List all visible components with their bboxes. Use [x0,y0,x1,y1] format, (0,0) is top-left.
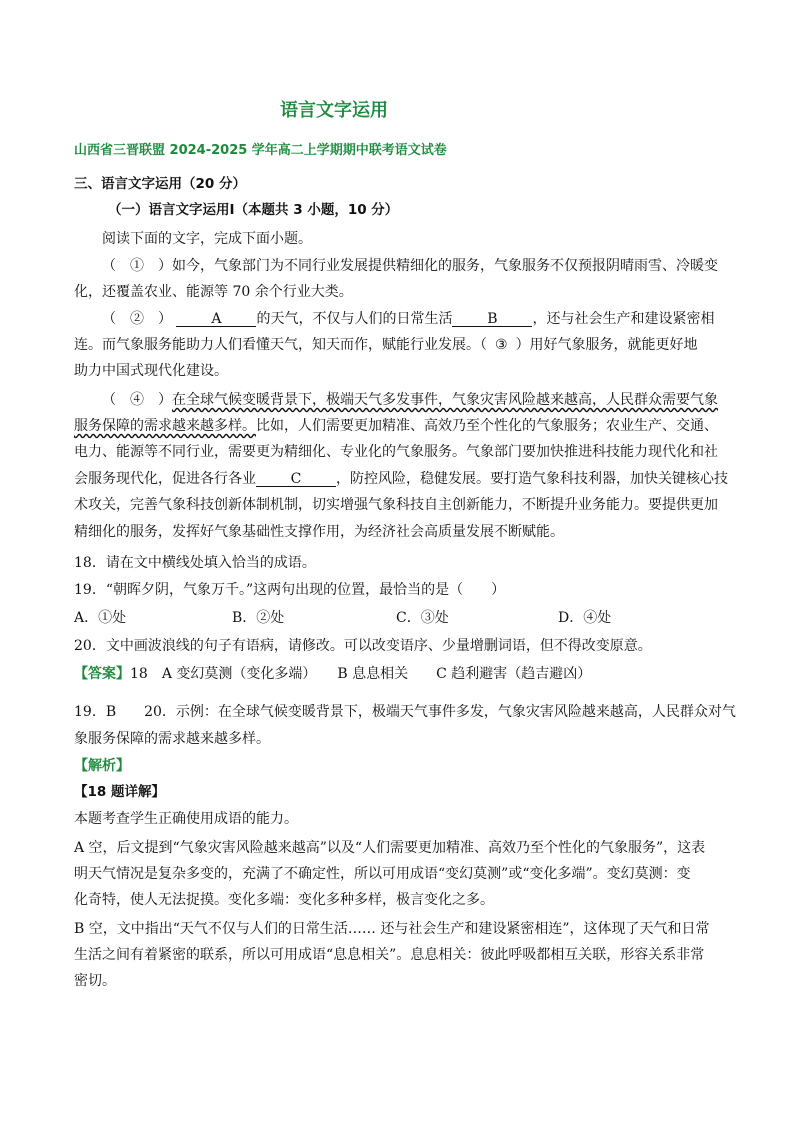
wavy-sentence: 在全球气候变暖背景下，极端天气多发事件，气象灾害风险越来越高，人民群众需要气象 [172,392,718,408]
answer-19-20-line-2: 象服务保障的需求越来越多样。 [74,731,270,747]
blank-b: B [452,309,532,327]
explain-line-5: B 空，文中指出“天气不仅与人们的日常生活…… 还与社会生产和建设紧密相连”，这体现了天气和日常 [74,921,710,937]
page-title: 语言文字运用 [280,100,388,121]
answer-tag: 【答案】 [74,666,130,682]
paragraph-1-line-1 [102,256,718,276]
explain-line-4: 化奇特，使人无法捉摸。变化多端：变化多种多样，极言变化之多。 [74,892,494,908]
marker-1: （ ① ） [102,258,172,274]
option-d: D．④处 [558,610,612,626]
section-heading: 三、语言文字运用（20 分） [74,176,246,192]
explain-line-2: A 空，后文提到“气象灾害风险越来越高”以及“人们需要更加精准、高效乃至个性化的气象服务”，这表 [74,840,706,856]
paragraph-3-line-2 [74,416,718,436]
blank-c: C [256,469,336,487]
answer-18 [74,664,591,684]
p2-mid1: 的天气，不仅与人们的日常生活 [256,311,453,327]
marker-4: （ ④ ） [102,392,172,408]
subsection-heading: （一）语言文字运用Ⅰ（本题共 3 小题，10 分） [108,202,399,218]
marker-2: （ ② ） [102,311,172,327]
analysis-tag: 【解析】 [74,758,130,774]
explain-line-7: 密切。 [74,973,116,989]
p2-mid2: ，还与社会生产和建设紧密相 [532,311,715,327]
marker-3: ③ [495,337,508,353]
question-19-options [74,608,714,628]
explain-line-1: 本题考查学生正确使用成语的能力。 [74,811,298,827]
paragraph-2-line-2 [74,335,698,355]
explain-line-6: 生活之间有着紧密的联系，所以可用成语“息息相关”。息息相关：彼此呼吸都相互关联，形容关系非常 [74,947,705,963]
explain-line-3: 明天气情况是复杂多变的，充满了不确定性，所以可用成语“变幻莫测”或“变化多端”。变幻莫测：变 [74,866,691,882]
option-b: B．②处 [232,610,285,626]
detail-tag: 【18 题详解】 [74,784,165,800]
paragraph-3-line-5: 术攻关，完善气象科技创新体制机制，切实增强气象科技自主创新能力，不断提升业务能力。要提供更加 [74,497,718,513]
paragraph-2-line-3: 助力中国式现代化建设。 [74,363,228,379]
paragraph-3-line-4 [74,469,728,489]
paragraph-3-line-3: 电力、能源等不同行业，需要更为精细化、专业化的气象服务。气象部门要加快推进科技能力现代化和社 [74,444,718,460]
answer-19-20-line-1: 19．B 20．示例：在全球气候变暖背景下，极端天气事件多发，气象灾害风险越来越高，人民群众对气 [74,704,736,720]
p1-text: 如今，气象部门为不同行业发展提供精细化的服务，气象服务不仅预报阴晴雨雪、冷暖变 [172,258,718,274]
p2-text2a: 连。而气象服务能助力人们看懂天气，知天而作，赋能行业发展。（ [74,337,487,353]
paragraph-3-line-6: 精细化的服务，发挥好气象基础性支撑作用，为经济社会高质量发展不断赋能。 [74,524,564,540]
answer-18-text: 18 A 变幻莫测（变化多端） B 息息相关 C 趋利避害（趋吉避凶） [130,666,592,682]
option-a: A．①处 [74,610,127,626]
p3-line4b: ，防控风险，稳健发展。要打造气象科技利器，加快关键核心技 [336,471,728,487]
question-18: 18．请在文中横线处填入恰当的成语。 [74,555,316,571]
p2-text2b: ）用好气象服务，就能更好地 [515,337,698,353]
paragraph-1-line-2: 化，还覆盖农业、能源等 70 余个行业大类。 [74,284,353,300]
wavy-sentence-end: 服务保障的需求越来越多样。 [74,418,256,434]
question-20: 20．文中画波浪线的句子有语病，请修改。可以改变语序、少量增删词语，但不得改变原意。 [74,638,652,654]
option-c: C．③处 [396,610,449,626]
p3-line2-rest: 比如，人们需要更加精准、高效乃至个性化的气象服务；农业生产、交通、 [256,418,718,434]
intro-text: 阅读下面的文字，完成下面小题。 [102,231,312,247]
p3-line4a: 会服务现代化，促进各行各业 [74,471,256,487]
source-title: 山西省三晋联盟 2024-2025 学年高二上学期期中联考语文试卷 [74,143,447,158]
paragraph-3-line-1 [102,390,718,410]
question-19: 19．“朝晖夕阴，气象万千。”这两句出现的位置，最恰当的是（ ） [74,582,506,598]
blank-a: A [176,309,256,327]
paragraph-2-line-1 [102,309,714,329]
